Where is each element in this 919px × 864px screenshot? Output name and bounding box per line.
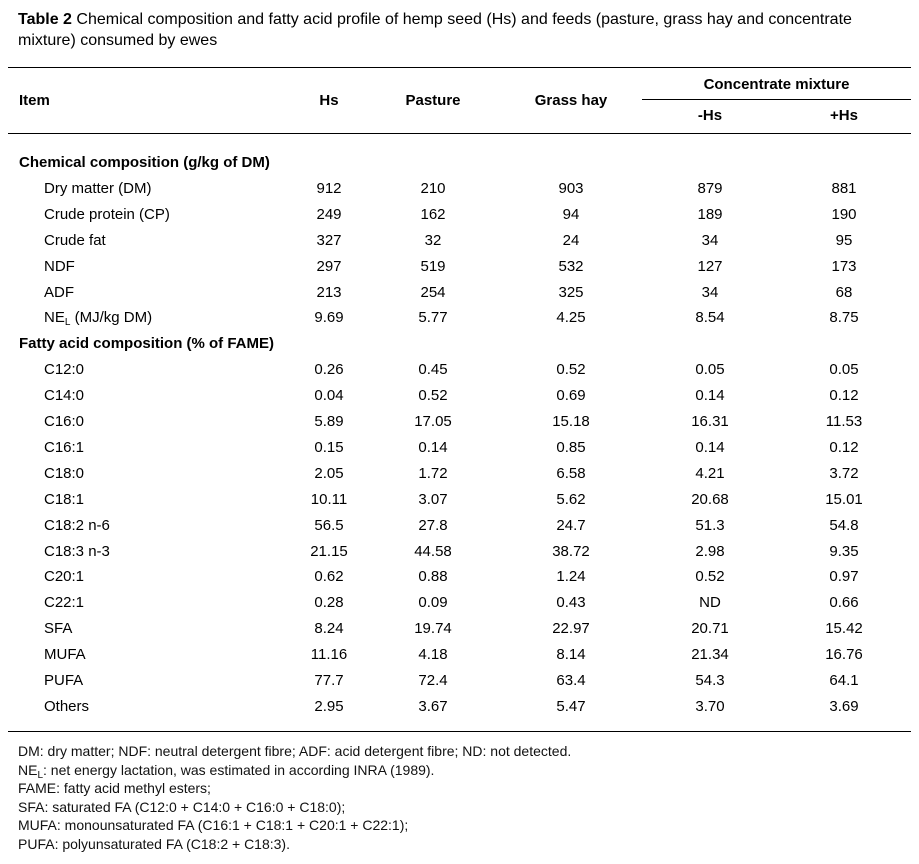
top-rule (8, 67, 911, 68)
table-cell: 0.52 (556, 361, 586, 379)
table-cell: 1.72 (418, 464, 448, 482)
table-cell: 297 (316, 257, 342, 275)
table-cell: 173 (831, 257, 857, 275)
table-cell: 0.97 (829, 568, 859, 586)
table-cell: 15.18 (552, 413, 590, 430)
table-cell: 249 (316, 205, 342, 223)
table-cell: 0.62 (314, 568, 344, 586)
table-bottom-rule (8, 731, 911, 732)
table-cell: 254 (420, 283, 446, 301)
table-cell: 0.05 (695, 361, 725, 379)
table-cell: 325 (558, 283, 584, 301)
row-label: Crude fat (44, 231, 106, 249)
row-label: C16:0 (44, 413, 85, 430)
table-cell: 8.54 (695, 309, 725, 327)
header-pasture: Pasture (405, 92, 461, 109)
row-label: Others (44, 697, 90, 715)
table-cell: 21.15 (310, 542, 348, 560)
table-cell: 0.28 (314, 594, 344, 612)
table-cell: 210 (420, 179, 446, 197)
table-label: Table 2 (18, 11, 72, 28)
section-title: Fatty acid composition (% of FAME) (19, 335, 275, 353)
row-label: NDF (44, 257, 75, 275)
table-cell: 190 (831, 205, 857, 223)
table-cell: 63.4 (556, 672, 586, 689)
table-cell: 162 (420, 205, 446, 223)
table-cell: 3.67 (418, 697, 448, 715)
table-cell: 881 (831, 179, 857, 197)
table-cell: 3.72 (829, 464, 859, 482)
table-cell: 15.42 (825, 620, 863, 638)
table-cell: 0.66 (829, 594, 859, 612)
row-label: C20:1 (44, 568, 85, 586)
concentrate-rule (642, 99, 911, 100)
table-cell: 879 (697, 179, 723, 197)
header-plus-hs: +Hs (830, 107, 858, 124)
table-cell: 51.3 (695, 516, 725, 534)
table-cell: 2.05 (314, 464, 344, 482)
row-label: C22:1 (44, 594, 85, 612)
row-label: ADF (44, 283, 74, 301)
table-cell: 0.45 (418, 361, 448, 379)
footnote-mufa: MUFA: monounsaturated FA (C16:1 + C18:1 + C20:1 + C22:1); (18, 817, 409, 833)
table-cell: 4.25 (556, 309, 586, 327)
table-cell: 8.24 (314, 620, 344, 638)
row-label: Dry matter (DM) (44, 179, 152, 197)
table-cell: 213 (316, 283, 342, 301)
table-cell: 3.70 (695, 697, 725, 715)
row-label: C14:0 (44, 387, 85, 405)
table-cell: 34 (701, 283, 719, 301)
table-cell: 24.7 (556, 516, 586, 534)
table-cell: 24 (562, 231, 580, 249)
header-grass-hay: Grass hay (534, 92, 608, 109)
table-cell: 2.98 (695, 542, 725, 560)
table-cell: 0.43 (556, 594, 586, 612)
table-cell: 327 (316, 231, 342, 249)
table-cell: 912 (316, 179, 342, 197)
table-cell: 5.62 (556, 490, 586, 508)
section-title: Chemical composition (g/kg of DM) (19, 154, 270, 171)
footnote-fame: FAME: fatty acid methyl esters; (18, 780, 211, 796)
table-cell: 17.05 (414, 413, 452, 430)
table-cell: 3.07 (418, 490, 448, 508)
row-label: C18:3 n-3 (44, 542, 110, 560)
table-cell: 8.14 (556, 646, 586, 664)
table-cell: 11.16 (310, 646, 348, 664)
header-minus-hs: -Hs (697, 107, 723, 124)
row-label: C16:1 (44, 438, 85, 456)
table-cell: 20.68 (691, 490, 729, 508)
table-cell: 9.35 (829, 542, 859, 560)
row-label: MUFA (44, 646, 86, 664)
table-cell: 95 (835, 231, 853, 249)
table-cell: 6.58 (556, 464, 586, 482)
row-label: C18:0 (44, 464, 85, 482)
table-cell: 16.31 (691, 413, 729, 430)
header-item: Item (19, 92, 50, 109)
table-cell: 77.7 (314, 672, 344, 689)
table-cell: 5.77 (418, 309, 448, 327)
table-cell: 0.52 (418, 387, 448, 405)
table-cell: 4.21 (695, 464, 725, 482)
table-cell: 34 (701, 231, 719, 249)
table-footnotes (18, 742, 571, 853)
table-cell: 0.04 (314, 387, 344, 405)
table-caption-text: Chemical composition and fatty acid profile of hemp seed (Hs) and feeds (pasture, grass hay and concentrate mixture) consumed by ewes (18, 11, 852, 49)
row-label: C18:2 n-6 (44, 516, 110, 534)
table-cell: 532 (558, 257, 584, 275)
footnote-pufa: PUFA: polyunsaturated FA (C18:2 + C18:3). (18, 835, 290, 852)
header-hs: Hs (319, 92, 339, 109)
table-cell: 20.71 (691, 620, 729, 638)
table-cell: 21.34 (691, 646, 729, 664)
row-label: C18:1 (44, 490, 85, 508)
table-cell: 32 (424, 231, 442, 249)
row-label: C12:0 (44, 361, 85, 379)
table-caption (18, 9, 908, 51)
table-cell: 0.52 (695, 568, 725, 586)
table-cell: 0.12 (829, 387, 859, 405)
row-label: $NE_L$ (MJ/kg DM) (44, 309, 153, 329)
table-cell: 38.72 (552, 542, 590, 560)
table-cell: 127 (697, 257, 723, 275)
table-cell: 2.95 (314, 697, 344, 715)
table-cell: 64.1 (829, 672, 859, 689)
table-cell: ND (699, 594, 721, 612)
row-label: PUFA (44, 672, 84, 689)
table-cell: 0.14 (695, 387, 725, 405)
table-cell: 0.15 (314, 438, 344, 456)
table-cell: 903 (558, 179, 584, 197)
table-cell: 0.26 (314, 361, 344, 379)
table-cell: 9.69 (314, 309, 344, 327)
table-cell: 0.12 (829, 438, 859, 456)
table-cell: 0.09 (418, 594, 448, 612)
table-cell: 8.75 (829, 309, 859, 327)
table-cell: 54.3 (695, 672, 725, 689)
table-cell: 22.97 (552, 620, 590, 638)
table-cell: 0.85 (556, 438, 586, 456)
table-cell: 519 (420, 257, 446, 275)
table-cell: 3.69 (829, 697, 859, 715)
table-cell: 27.8 (418, 516, 448, 534)
table-cell: 72.4 (418, 672, 448, 689)
table-cell: 189 (697, 205, 723, 223)
table-cell: 68 (835, 283, 853, 301)
table-cell: 16.76 (825, 646, 863, 664)
table-cell: 1.24 (556, 568, 586, 586)
row-label: SFA (44, 620, 73, 638)
table-cell: 5.47 (556, 697, 586, 715)
table-cell: 0.14 (695, 438, 725, 456)
header-concentrate: Concentrate mixture (703, 76, 850, 93)
table-cell: 0.05 (829, 361, 859, 379)
table-cell: 0.88 (418, 568, 448, 586)
table-cell: 54.8 (829, 516, 859, 534)
table-cell: 56.5 (314, 516, 344, 534)
footnote-nel: $NE_L$: net energy lactation, was estimated in according INRA (1989). (18, 761, 435, 781)
footnote-abbreviations: DM: dry matter; NDF: neutral detergent fibre; ADF: acid detergent fibre; ND: not detected. (18, 743, 572, 759)
header-bottom-rule (8, 133, 911, 134)
table-cell: 0.69 (556, 387, 586, 405)
table-cell: 11.53 (825, 413, 863, 430)
table-cell: 0.14 (418, 438, 448, 456)
table-cell: 10.11 (310, 490, 348, 508)
row-label: Crude protein (CP) (44, 205, 170, 223)
table-cell: 4.18 (418, 646, 448, 664)
table-cell: 19.74 (414, 620, 452, 638)
table-cell: 15.01 (825, 490, 863, 508)
table-cell: 5.89 (314, 413, 344, 430)
footnote-sfa: SFA: saturated FA (C12:0 + C14:0 + C16:0 + C18:0); (18, 798, 346, 815)
table-cell: 94 (562, 205, 580, 223)
table-cell: 44.58 (414, 542, 452, 560)
